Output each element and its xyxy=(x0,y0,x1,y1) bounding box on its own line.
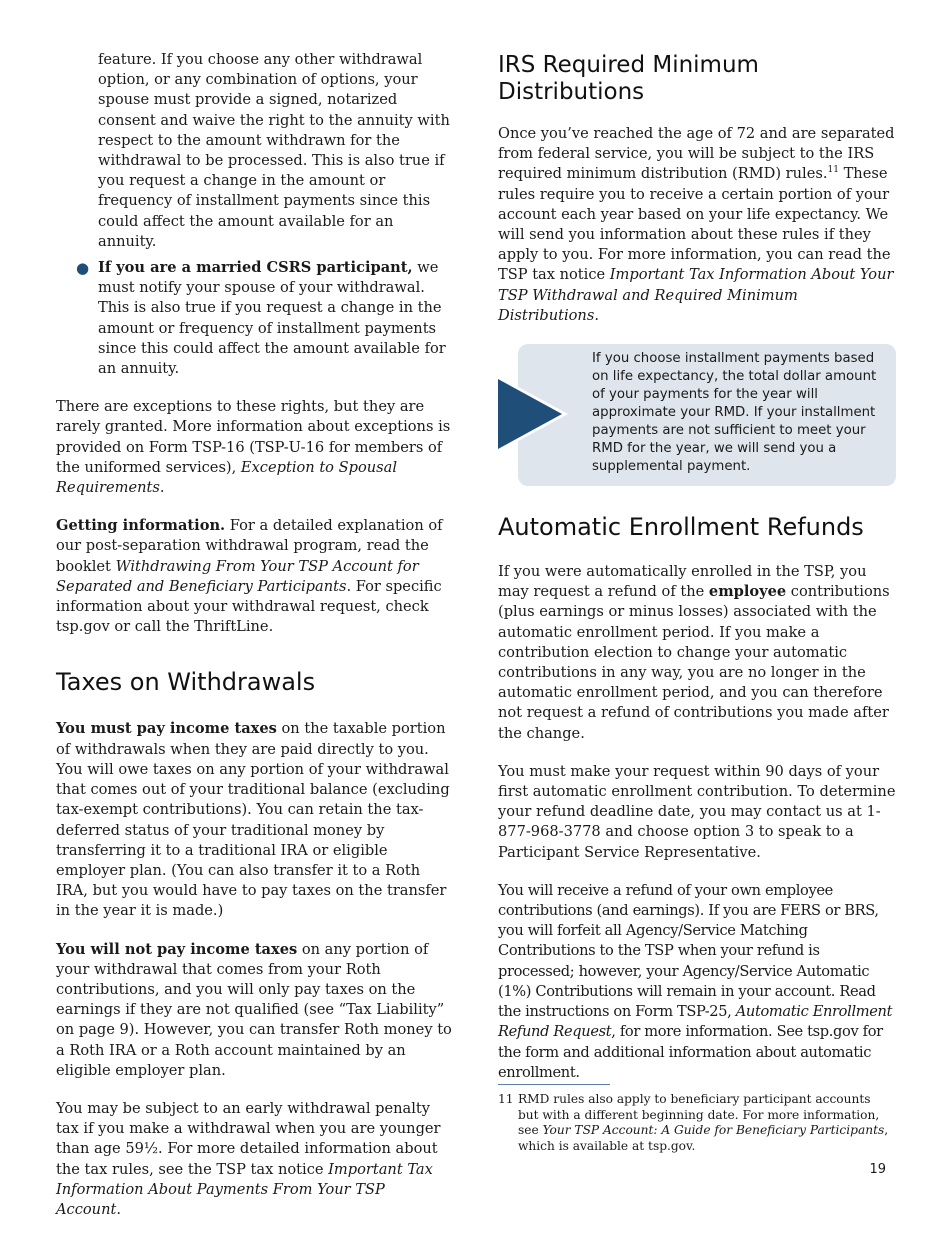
left-column xyxy=(56,50,454,1238)
penalty-end: . xyxy=(116,1200,121,1218)
footnote-divider xyxy=(498,1084,610,1085)
form-tsp25-title: Automatic Enrollment Refund Request xyxy=(498,1003,893,1041)
rmd-end: . xyxy=(594,306,599,324)
rmd-callout-box xyxy=(498,344,896,486)
footnote-reference: 11 xyxy=(827,165,839,176)
rmd-text-1: Once you’ve reached the age of 72 and are separated from federal service, you will be subject to the IRS required minimum distribution (RMD) rules. xyxy=(498,125,895,183)
employee-bold: employee xyxy=(708,583,787,601)
right-column xyxy=(498,50,896,1101)
spouse-continuation-text: feature. If you choose any other withdrawal option, or any combination of options, your spouse must provide a signed, notarized consent and waive the right to the annuity with respect to the amount withdrawn for the withdrawal to be processed. This is also true if you request a change in the amount or frequency of installment payments since this could affect the amount available for an annuity. xyxy=(98,51,450,250)
auto-refund-paragraph-2: You must make your request within 90 days of your first automatic enrollment contribution. To determine your refund deadline date, you may contact us at 1-877-968-3778 and choose option 3 to speak to a Participant Service Representative. xyxy=(498,762,896,861)
page-number: 19 xyxy=(869,1162,886,1177)
footnote-text-b: , which is available at tsp.gov. xyxy=(518,1123,889,1154)
auto-refund-paragraph-1 xyxy=(498,562,896,744)
play-arrow-icon xyxy=(498,376,588,456)
bullet-list xyxy=(56,258,454,379)
getting-text-2: . For specific information about your withdrawal request, check tsp.gov or call the ThriftLine. xyxy=(56,577,442,636)
auto-p1-text-b: contributions (plus earnings or minus losses) associated with the automatic enrollment period. If you make a contribution election to change your automatic contributions in any way, you are no longer in the automatic enrollment period, and you can therefore not request a refund of contributions you made after the change. xyxy=(498,583,890,742)
not-pay-text: on any portion of your withdrawal that comes from your Roth contributions, and you will only pay taxes on the earnings if they are not qualified (see “Tax Liability” on page 9). However, you can transfer Roth money to a Roth IRA or a Roth account maintained by an eligible employer plan. xyxy=(56,940,452,1079)
penalty-notice-title: Important Tax Information About Payments From Your TSP Account xyxy=(56,1160,433,1218)
taxes-heading: Taxes on Withdrawals xyxy=(56,668,316,697)
getting-text-1: For a detailed explanation of our post-separation withdrawal program, read the booklet xyxy=(56,517,443,575)
bullet-icon: ● xyxy=(76,259,90,278)
callout-text: If you choose installment payments based on life expectancy, the total dollar amount of your payments for the year will approximate your RMD. If your installment payments are not sufficient to meet your RMD for the year, we will send you a supplemental payment. xyxy=(592,351,877,475)
penalty-paragraph xyxy=(56,1099,454,1220)
auto-p3-text-b: , for more information. See tsp.gov for the form and additional information about automatic enrollment. xyxy=(498,1023,883,1081)
exceptions-form-title: Exception to Spousal Requirements. xyxy=(56,458,397,497)
rmd-text-2: These rules require you to receive a certain portion of your account each year based on your life expectancy. We will send you information about these rules if they apply to you. For more information, you can read the TSP tax notice xyxy=(498,165,891,284)
list-item xyxy=(56,258,454,379)
exceptions-text: There are exceptions to these rights, but they are rarely granted. More information about exceptions is provided on Form TSP-16 (TSP-U-16 for members of the uniformed services), xyxy=(56,398,451,476)
auto-refund-paragraph-3 xyxy=(498,881,896,1083)
auto-p3-text-a: You will receive a refund of your own employee contributions (and earnings). If you are FERS or BRS, you will forfeit all Agency/Service Matching Contributions to the TSP when your refund is processed; however, your Agency/Service Automatic (1%) Contributions will remain in your account. Read the instructions on Form TSP-25, xyxy=(498,881,879,1021)
rmd-notice-title: Important Tax Information About Your TSP Withdrawal and Required Minimum Distributions xyxy=(498,266,894,324)
rmd-paragraph xyxy=(498,124,896,326)
footnote xyxy=(498,1092,894,1155)
getting-information-lead: Getting information. xyxy=(56,517,226,535)
getting-information-paragraph xyxy=(56,516,454,637)
rmd-heading: IRS Required Minimum Distributions xyxy=(498,52,759,105)
exceptions-paragraph xyxy=(56,397,454,498)
footnote-guide-title: Your TSP Account: A Guide for Beneficiary Participants xyxy=(542,1123,885,1138)
must-pay-text: on the taxable portion of withdrawals when they are paid directly to you. You will owe taxes on any portion of your withdrawal that comes out of your traditional balance (excluding tax-exempt contributions). You can retain the tax-deferred status of your traditional money by transferring it to a traditional IRA or eligible employer plan. (You can also transfer it to a Roth IRA, but you would have to pay taxes on the transfer in the year it is made.) xyxy=(56,720,450,920)
auto-p1-text-a: If you were automatically enrolled in the TSP, you may request a refund of the xyxy=(498,563,867,601)
footnote-text-a: RMD rules also apply to beneficiary participant accounts but with a different beginning date. For more information, see xyxy=(518,1092,880,1138)
booklet-title: Withdrawing From Your TSP Account for Separated and Beneficiary Participants xyxy=(56,557,419,595)
footnote-number: 11 xyxy=(498,1092,514,1106)
csrs-text: we must notify your spouse of your withdrawal. This is also true if you request a change in the amount or frequency of installment payments since this could affect the amount available for an annuity. xyxy=(98,259,446,378)
automatic-enrollment-heading: Automatic Enrollment Refunds xyxy=(498,513,864,542)
must-pay-paragraph xyxy=(56,719,454,921)
must-pay-lead: You must pay income taxes xyxy=(56,720,277,738)
not-pay-lead: You will not pay income taxes xyxy=(56,940,298,958)
penalty-text: You may be subject to an early withdrawal penalty tax if you make a withdrawal when you are younger than age 59½. For more detailed information about the tax rules, see the TSP tax notice xyxy=(56,1099,441,1178)
not-pay-paragraph xyxy=(56,940,454,1081)
csrs-bold-lead: If you are a married CSRS participant, xyxy=(98,259,413,277)
